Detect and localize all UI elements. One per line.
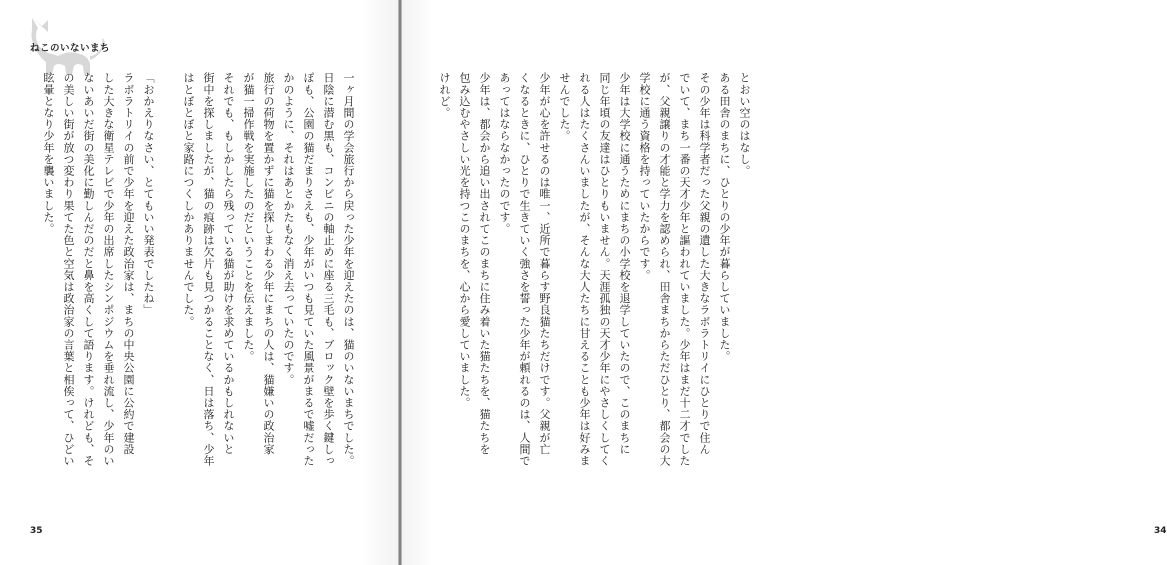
text-line: けれど。 xyxy=(438,72,451,119)
book-gutter xyxy=(398,0,402,565)
text-line: とおい空のはなし。 xyxy=(738,72,751,177)
text-line: ラボラトリイの前で少年を迎えた政治家は、まちの中央公園に公約で建設 xyxy=(122,72,135,455)
text-line: 日陰に潜む黒も、コンビニの軸止めに座る三毛も、ブロック壁を歩く鍵しっ xyxy=(322,72,335,467)
page-number-right: 34 xyxy=(1154,526,1167,536)
text-line: 学校に通う資格を持っていたからです。 xyxy=(638,72,651,281)
text-line: 少年は、都会から追い出されてこのまちに住み着いた猫たちを、猫たちを xyxy=(478,72,491,455)
text-line: 包み込むやさしい光を持つこのまちを、心から愛していました。 xyxy=(458,72,471,409)
text-line xyxy=(158,72,178,512)
text-line: せんでした。 xyxy=(558,72,571,142)
left-gutter-shadow xyxy=(360,0,398,565)
text-line: ないあいだ街の美化に勤しんだのだと鼻を高くして語ります。けれども、そ xyxy=(82,72,95,467)
text-line: でいて、まち一番の天才少年と謳われていました。少年はまだ十二才でした xyxy=(678,72,691,467)
text-line: 街中を探しましたが、猫の痕跡は欠片も見つかることなく、日は落ち、少年 xyxy=(202,72,215,467)
text-line: それでも、もしかしたら残っている猫が助けを求めているかもしれないと xyxy=(222,72,235,455)
text-line: 眩暈となり少年を襲いました。 xyxy=(42,72,55,235)
text-line: が猫一掃作戦を実施したのだということを伝えました。 xyxy=(242,72,255,362)
text-line: 一ヶ月間の学会旅行から戻った少年を迎えたのは、猫のいないまちでした。 xyxy=(342,72,355,467)
right-page-body xyxy=(434,72,754,512)
page-number-left: 35 xyxy=(30,526,43,536)
text-line: 少年は大学校に通うためにまちの小学校を退学していたので、このまちに xyxy=(618,72,631,455)
text-line: くなるときに、ひとりで生きていく強さを誓った少年が頼れるのは、人間で xyxy=(518,72,531,467)
text-line: れる人はたくさんいましたが、そんな大人たちに甘えることも少年は好みま xyxy=(578,72,591,467)
left-page xyxy=(0,0,398,565)
text-line: かのように、それはあとかたもなく消え去っていたのです。 xyxy=(282,72,295,386)
text-line: した大きな衛星テレビで少年の出席したシンポジウムを垂れ流し、少年のい xyxy=(102,72,115,467)
left-page-body xyxy=(38,72,358,512)
right-gutter-shadow xyxy=(402,0,432,565)
text-line: その少年は科学者だった父親の遺した大きなラボラトリイにひとりで住ん xyxy=(698,72,711,455)
running-head: ねこのいないまち xyxy=(30,43,111,54)
text-line: 少年が心を許せるのは唯一、近所で暮らす野良猫たちだけです。父親が亡 xyxy=(538,72,551,455)
text-line: ぽも、公園の猫だまりさえも、少年がいつも見ていた風景がまるで嘘だった xyxy=(302,72,315,467)
text-line: 同じ年頃の友達はひとりもいません。天涯孤独の天才少年にやさしくしてく xyxy=(598,72,611,467)
text-line: ある田舎のまちに、ひとりの少年が暮らしていました。 xyxy=(718,72,731,362)
right-page xyxy=(402,0,1167,565)
text-line: 旅行の荷物を置かずに猫を探しまわる少年にまちの人は、猫嫌いの政治家 xyxy=(262,72,275,455)
text-line: はとぼとぼと家路につくしかありませんでした。 xyxy=(182,72,195,328)
text-line: あってはならなかったのです。 xyxy=(498,72,511,235)
text-line: 「おかえりなさい、とてもいい発表でしたね」 xyxy=(142,72,155,316)
text-line: の美しい街が放つ変わり果てた色と空気は政治家の言葉と相俟って、ひどい xyxy=(62,72,75,467)
text-line: が、父親譲りの才能と学力を認められ、田舎まちからただひとり、都会の大 xyxy=(658,72,671,467)
